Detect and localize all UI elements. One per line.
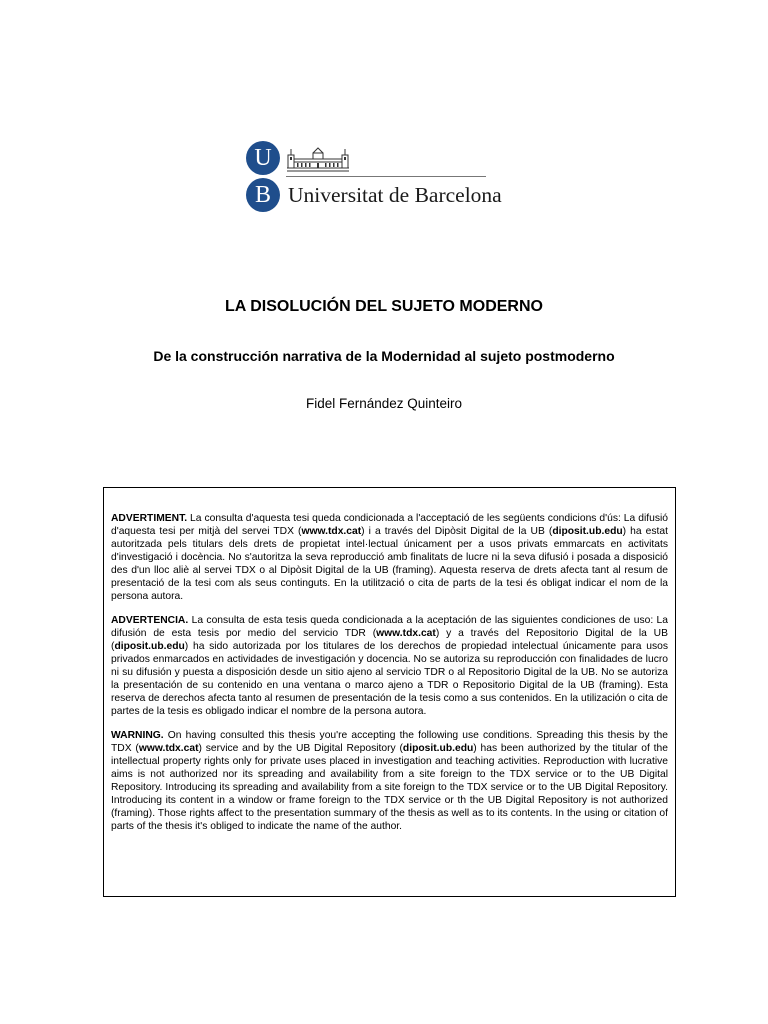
notice-english-text-3: ) has been authorized by the titular of the intellectual property rights only for private uses placed in investigation and teaching activities. Reproduction with lucrative aims is not authorized nor its spreading and availability from a site foreign to the TDX service or to the UB Digital Repository. Introducing its spreading and availability from a site foreign to the TDX service or to the UB Digital Repository. Introducing its content in a window or frame foreign to the TDX service or th the UB Digital Repository is not authorized (framing). Those rights affect to the presentation summary of the thesis as well as to its contents. In the using or citation of parts of the thesis it's obliged to indicate the name of the author. xyxy=(111,743,668,832)
notice-english xyxy=(111,729,668,833)
notice-spanish-text-2: ) y a través del Repositorio Digital de la UB ( xyxy=(111,628,668,652)
diposit-link: diposit.ub.edu xyxy=(114,641,185,652)
tdx-link: www.tdx.cat xyxy=(376,628,436,639)
university-name: Universitat de Barcelona xyxy=(288,183,502,207)
logo-divider xyxy=(286,176,486,177)
notice-spanish xyxy=(111,614,668,718)
thesis-author: Fidel Fernández Quinteiro xyxy=(305,396,463,411)
logo-letter-u: U xyxy=(246,141,280,175)
notice-spanish-label: ADVERTENCIA. xyxy=(111,615,189,626)
logo-letter-b: B xyxy=(246,178,280,212)
notice-catalan-text-3: ) ha estat autoritzada pels titulars dels drets de propietat intel·lectual únicament per a usos privats emmarcats en activitats d'investigació i docència. No s'autoritza la seva reproducció amb finalitats de lucre ni la seva difusió i posada a disposició des d'un lloc aliè al servei TDX o al Dipòsit Digital de la UB (framing). Aquesta reserva de drets afecta tant al resum de presentació de la tesi com als seus continguts. En la utilització o cita de parts de la tesi és obligat indicar el nom de la persona autora. xyxy=(111,526,669,602)
diposit-link: diposit.ub.edu xyxy=(552,526,623,537)
notice-catalan-text-1: La consulta d'aquesta tesi queda condicionada a l'acceptació de les següents condicions d'ús: La difusió d'aquesta tesi per mitjà del servei TDX ( xyxy=(111,513,668,537)
notice-english-label: WARNING. xyxy=(111,730,164,741)
notice-spanish-text-3: ) ha sido autorizada por los titulares de los derechos de propiedad intelectual únicamente para usos privados enmarcados en actividades de investigación y docencia. No se autoriza su reproducción con finalidades de lucro ni su difusión y puesta a disposición desde un sitio ajeno al servicio TDR o al Repositorio Digital de la UB. No se autoriza la presentación de su contenido en una ventana o marco ajeno a TDR o Repositorio Digital de la UB (framing). Esta reserva de derechos afecta tanto al resumen de presentación de la tesis como a sus contenidos. En la utilización o cita de partes de la tesis es obligado indicar el nombre de la persona autora. xyxy=(111,641,668,717)
notice-catalan-label: ADVERTIMENT. xyxy=(111,513,188,524)
thesis-subtitle: De la construcción narrativa de la Modernidad al sujeto postmoderno xyxy=(153,348,615,364)
notice-catalan xyxy=(111,512,668,603)
university-logo xyxy=(246,141,502,213)
diposit-link: diposit.ub.edu xyxy=(402,743,474,754)
thesis-title: LA DISOLUCIÓN DEL SUJETO MODERNO xyxy=(225,298,543,315)
usage-notice-box xyxy=(103,487,676,897)
notice-english-text-1: On having consulted this thesis you're accepting the following use conditions. Spreading this thesis by the TDX ( xyxy=(111,730,668,754)
notice-english-text-2: ) service and by the UB Digital Repository ( xyxy=(198,743,403,754)
tdx-link: www.tdx.cat xyxy=(138,743,199,754)
building-icon xyxy=(286,146,350,172)
notice-spanish-text-1: La consulta de esta tesis queda condicionada a la aceptación de las siguientes condiciones de uso: La difusión de esta tesis por medio del servicio TDR ( xyxy=(111,615,668,639)
tdx-link: www.tdx.cat xyxy=(301,526,362,537)
notice-catalan-text-2: ) i a través del Dipòsit Digital de la UB ( xyxy=(361,526,553,537)
